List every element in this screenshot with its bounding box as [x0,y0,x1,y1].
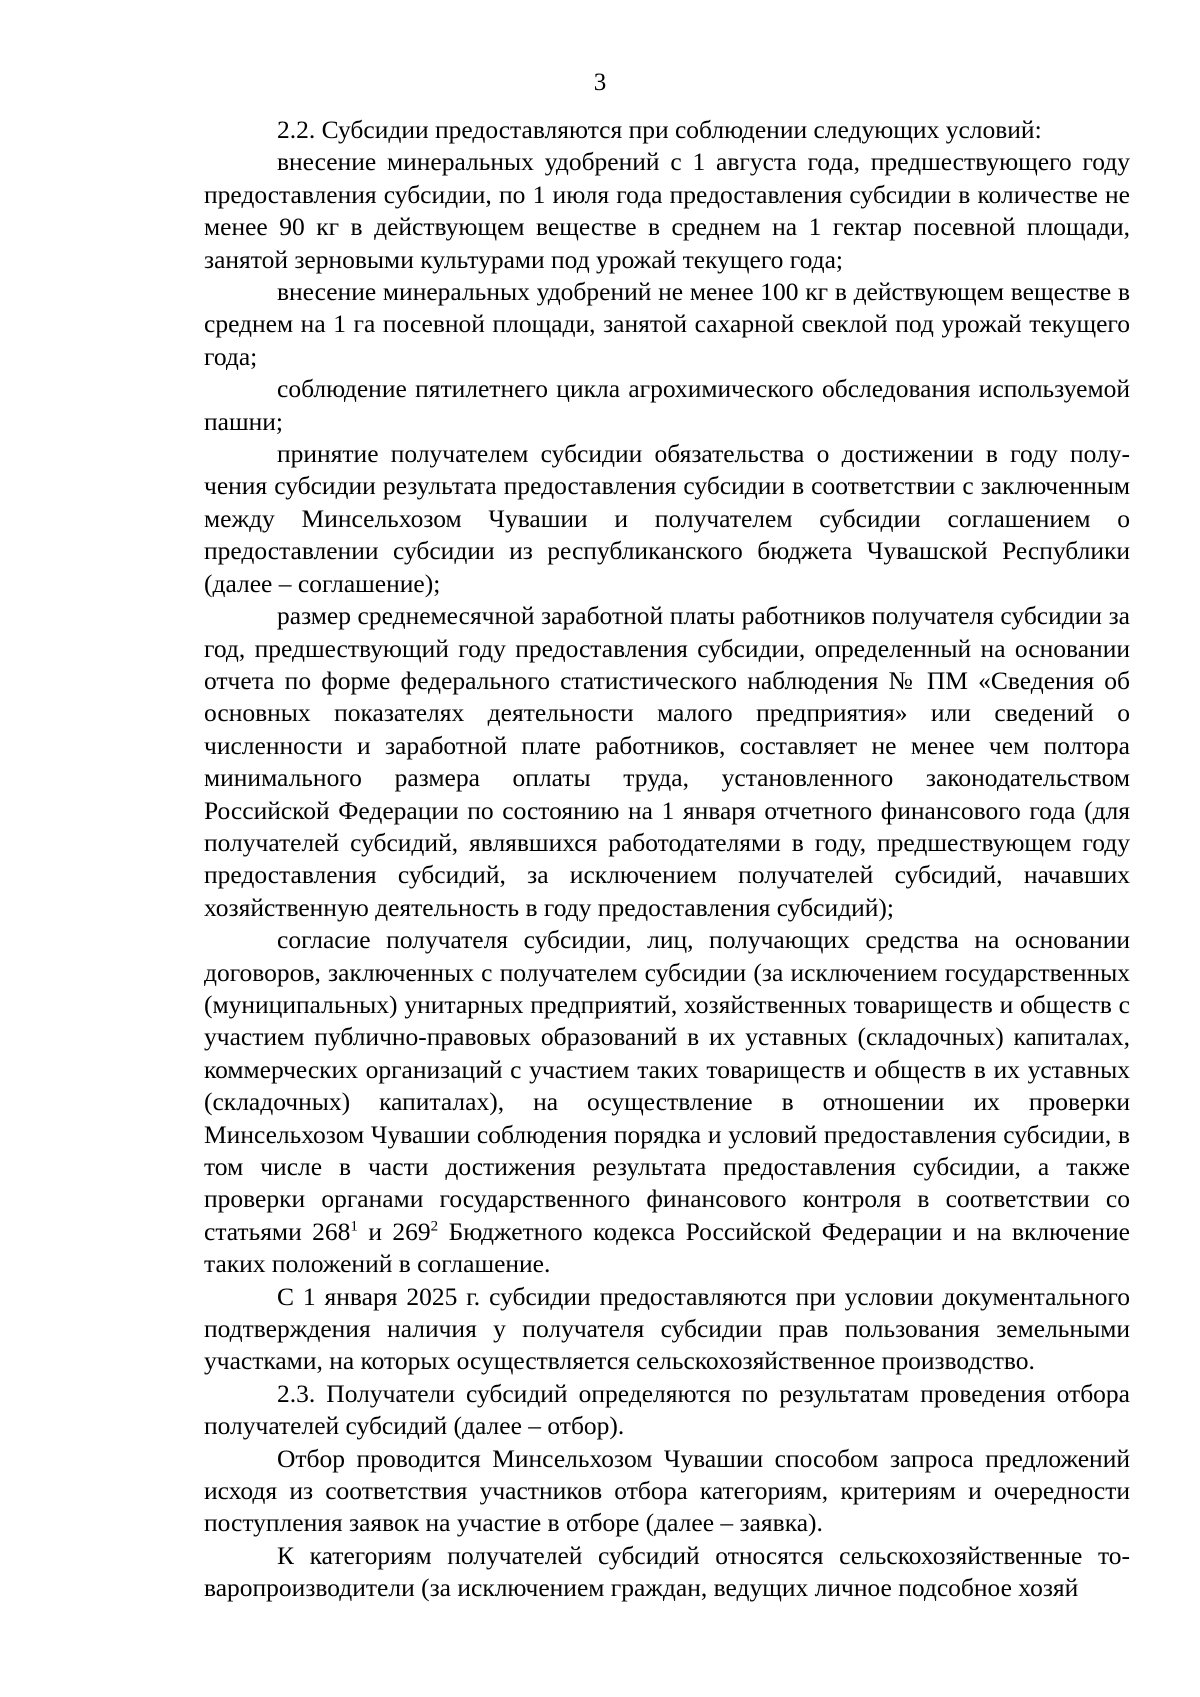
paragraph-2-3-heading: 2.3. Получатели субсидий определяются по результатам проведения отбора получателей субсидий (далее – отбор). [204,1378,1130,1441]
paragraph-2-2-heading: 2.2. Субсидии предоставляются при соблюдении следующих условий: [277,115,1042,144]
paragraph-condition-fertilizer-beet: внесение минеральных удобрений не менее 100 кг в действующем веществе в среднем на 1 га посевной площади, занятой сахарной свеклой под урожай текущего года; [204,277,1130,371]
consent-text-after: Бюджетного кодекса Российской Федерации и на включение таких положений в соглашение. [204,1216,1130,1279]
paragraph-land-rights-2025: С 1 января 2025 г. субсидии предоставляются при условии документального подтверждения наличия у получателя субсидии прав пользования земельными участками, на которых осуществляется сельскохозяйственное производство. [204,1281,1130,1376]
consent-text-middle: и 269 [357,1216,431,1246]
superscript-1: 1 [350,1218,358,1235]
paragraph-selection-method: Отбор проводится Минсельхозом Чувашии способом запроса предложений исходя из соответствия участников отбора категориям, критериям и очередности поступления заявок на участие в отборе (далее – заявка). [204,1443,1130,1538]
page-number: 3 [593,69,607,96]
paragraph-condition-fertilizer-grain: внесение минеральных удобрений с 1 августа года, предшествующего году предоставления субсидии, по 1 июля года предоставления субсидии в количестве не менее 90 кг в действующем веществе в среднем на 1 гектар посевной площади, занятой зерновыми культурами под урожай текущего года; [204,147,1130,274]
paragraph-condition-consent [204,924,1130,1280]
superscript-2: 2 [430,1218,439,1235]
paragraph-recipient-categories: К категориям получателей субсидий относятся сельскохозяйственные товаропроизводители (за исключением граждан, ведущих личное подсобное хозяй [204,1540,1130,1603]
paragraph-condition-salary: размер среднемесячной заработной платы работников получателя субсидии за год, предшествующий году предоставления субсидии, определенный на основании отчета по форме федерального статистического наблюдения № ПМ «Сведения об основных показателях деятельности малого предприятия» или сведений о численности и заработной плате работников, составляет не менее чем полтора минимального размера оплаты труда, установленного законодательством Российской Федерации по состоянию на 1 января отчетного финансового года (для получателей субсидий, являвшихся работодателями в году, предшествующем году предоставления субсидий, за исключением получателей субсидий, начавших хозяйственную деятельность в году предоставления субсидий); [204,601,1130,922]
consent-text-before: согласие получателя субсидии, лиц, получающих средства на основании договоров, заключенных с получателем субсидии (за исключением государственных (муниципальных) унитарных предприятий, хозяйственных товариществ и обществ с участием публично-правовых образований в их уставных (складочных) капиталах, коммерческих организаций с участием таких товариществ и обществ в их уставных (складочных) капиталах), на осуществление в отношении их проверки Минсельхозом Чувашии соблюдения порядка и условий предоставления субсидии, в том числе в части достижения результата предоставления субсидии, а также проверки органами государственного финансового контроля в соответствии со статьями 268 [204,925,1130,1246]
paragraph-condition-agrochemical-cycle: соблюдение пятилетнего цикла агрохимического обследования используемой пашни; [204,374,1130,436]
document-body [204,114,1130,1605]
paragraph-condition-obligation: принятие получателем субсидии обязательства о достижении в году получения субсидии результата предоставления субсидии в соответствии с заключенным между Минсельхозом Чувашии и получателем субсидии соглашением о предоставлении субсидии из республиканского бюджета Чувашской Республики (далее – соглашение); [204,439,1130,598]
